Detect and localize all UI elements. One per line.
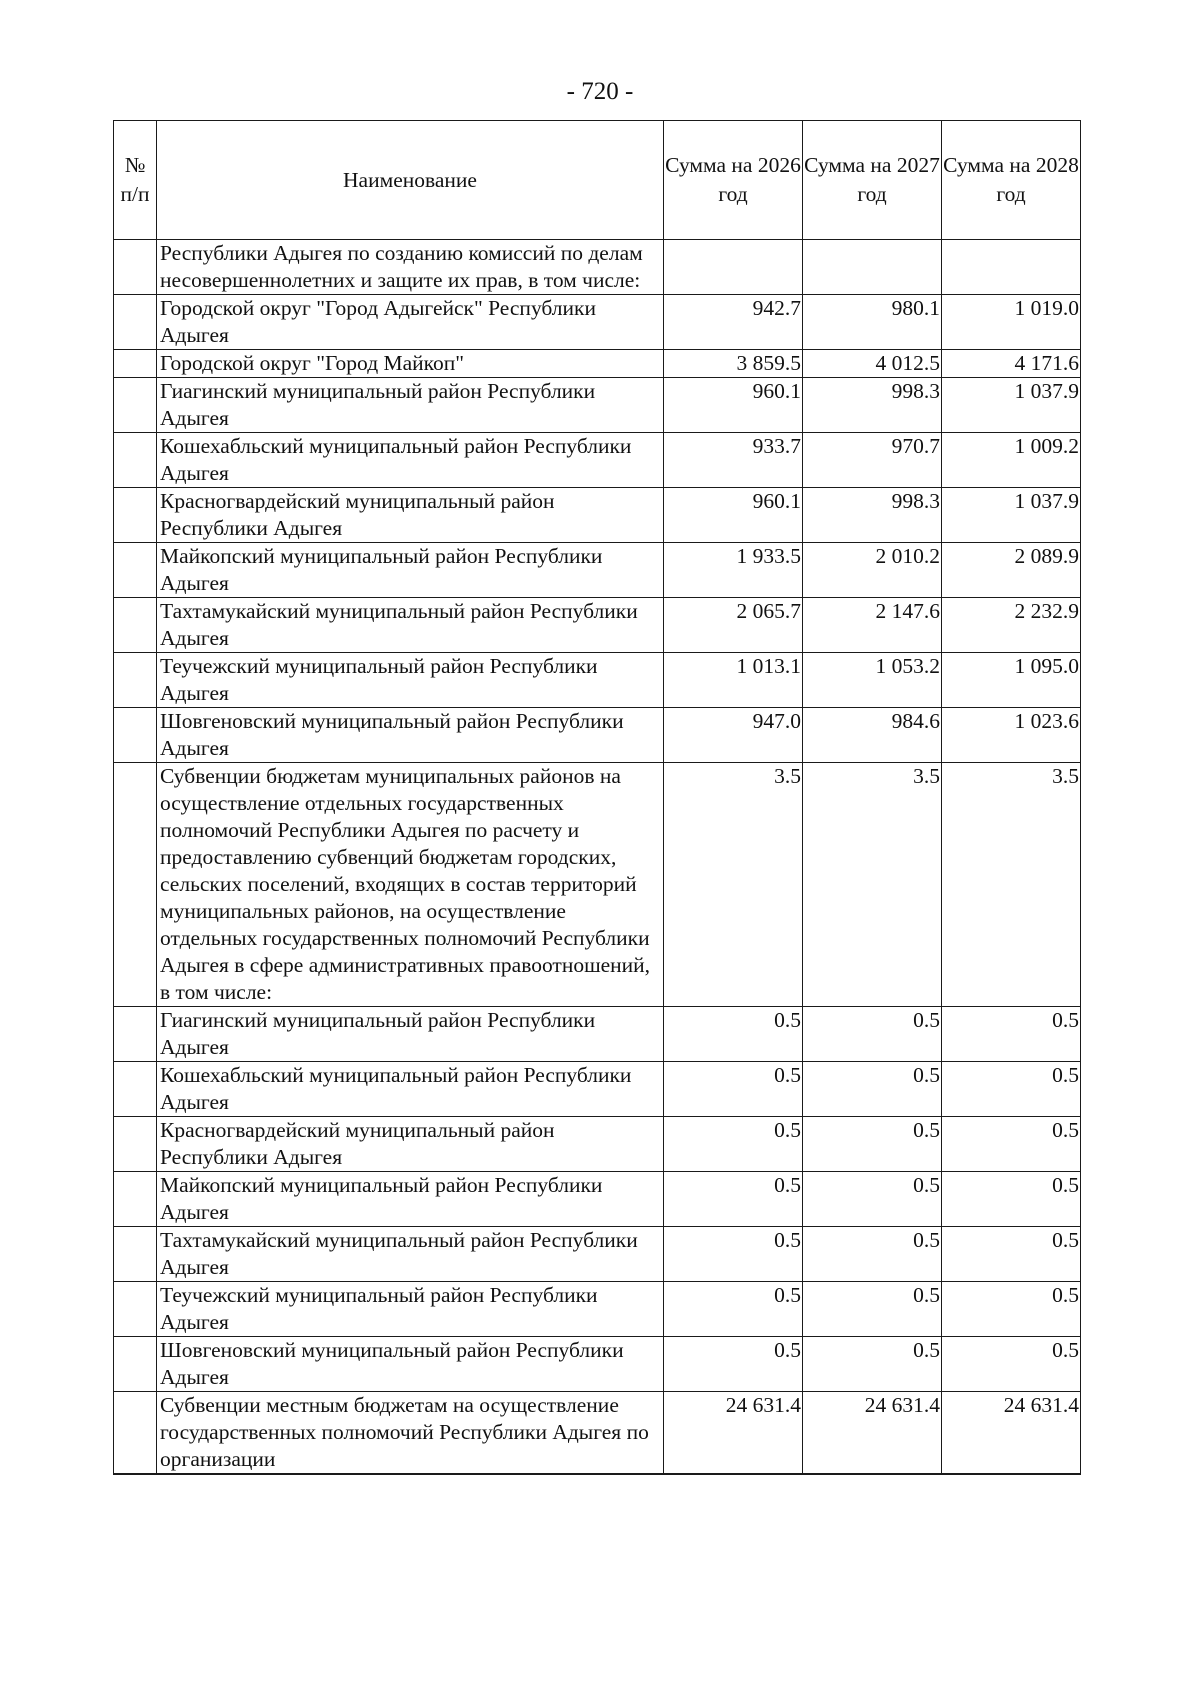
table-row — [114, 1062, 1081, 1117]
row-sum-2027: 2 147.6 — [803, 598, 942, 653]
table-row — [114, 295, 1081, 350]
table-row — [114, 708, 1081, 763]
row-sum-2027: 24 631.4 — [803, 1392, 942, 1475]
row-sum-2027: 1 053.2 — [803, 653, 942, 708]
row-number — [114, 350, 157, 378]
row-number — [114, 488, 157, 543]
row-number — [114, 1172, 157, 1227]
row-name: Городской округ "Город Адыгейск" Республики Адыгея — [157, 295, 664, 350]
row-sum-2027: 0.5 — [803, 1282, 942, 1337]
row-sum-2026: 942.7 — [664, 295, 803, 350]
row-sum-2028: 0.5 — [942, 1007, 1081, 1062]
table-row — [114, 1392, 1081, 1475]
table-row — [114, 350, 1081, 378]
row-sum-2028 — [942, 240, 1081, 295]
table-row — [114, 488, 1081, 543]
row-sum-2027: 0.5 — [803, 1117, 942, 1172]
table-row — [114, 543, 1081, 598]
row-name: Майкопский муниципальный район Республики Адыгея — [157, 1172, 664, 1227]
row-number — [114, 708, 157, 763]
row-sum-2026: 947.0 — [664, 708, 803, 763]
table-header-row — [114, 121, 1081, 240]
row-name: Гиагинский муниципальный район Республики Адыгея — [157, 378, 664, 433]
row-sum-2027: 0.5 — [803, 1172, 942, 1227]
row-sum-2027 — [803, 240, 942, 295]
row-sum-2026: 0.5 — [664, 1172, 803, 1227]
row-sum-2028: 0.5 — [942, 1282, 1081, 1337]
row-sum-2026: 0.5 — [664, 1062, 803, 1117]
row-sum-2028: 4 171.6 — [942, 350, 1081, 378]
row-name: Городской округ "Город Майкоп" — [157, 350, 664, 378]
row-name: Кошехабльский муниципальный район Республики Адыгея — [157, 1062, 664, 1117]
table-row — [114, 433, 1081, 488]
row-name: Красногвардейский муниципальный район Республики Адыгея — [157, 1117, 664, 1172]
row-number — [114, 1227, 157, 1282]
row-sum-2026: 0.5 — [664, 1282, 803, 1337]
row-sum-2027: 3.5 — [803, 763, 942, 1007]
header-name: Наименование — [157, 121, 664, 240]
row-sum-2028: 1 037.9 — [942, 488, 1081, 543]
row-name: Гиагинский муниципальный район Республики Адыгея — [157, 1007, 664, 1062]
row-name: Теучежский муниципальный район Республики Адыгея — [157, 653, 664, 708]
row-sum-2028: 3.5 — [942, 763, 1081, 1007]
row-name: Шовгеновский муниципальный район Республики Адыгея — [157, 1337, 664, 1392]
row-sum-2026: 0.5 — [664, 1227, 803, 1282]
row-sum-2028: 2 232.9 — [942, 598, 1081, 653]
row-sum-2027: 0.5 — [803, 1062, 942, 1117]
table-row — [114, 653, 1081, 708]
row-sum-2028: 0.5 — [942, 1227, 1081, 1282]
header-sum-2028: Сумма на 2028 год — [942, 121, 1081, 240]
row-sum-2027: 0.5 — [803, 1007, 942, 1062]
row-sum-2026: 960.1 — [664, 488, 803, 543]
row-name: Республики Адыгея по созданию комиссий по делам несовершеннолетних и защите их прав, в том числе: — [157, 240, 664, 295]
row-sum-2028: 1 019.0 — [942, 295, 1081, 350]
row-sum-2026: 960.1 — [664, 378, 803, 433]
row-sum-2028: 0.5 — [942, 1062, 1081, 1117]
row-sum-2028: 0.5 — [942, 1337, 1081, 1392]
row-sum-2027: 0.5 — [803, 1337, 942, 1392]
row-sum-2026: 0.5 — [664, 1337, 803, 1392]
row-sum-2026: 3.5 — [664, 763, 803, 1007]
row-sum-2028: 0.5 — [942, 1117, 1081, 1172]
row-name: Майкопский муниципальный район Республики Адыгея — [157, 543, 664, 598]
row-sum-2026: 0.5 — [664, 1117, 803, 1172]
row-number — [114, 1117, 157, 1172]
row-sum-2026: 3 859.5 — [664, 350, 803, 378]
row-number — [114, 295, 157, 350]
row-sum-2028: 0.5 — [942, 1172, 1081, 1227]
row-sum-2026: 1 013.1 — [664, 653, 803, 708]
row-number — [114, 378, 157, 433]
row-number — [114, 1062, 157, 1117]
row-number — [114, 1282, 157, 1337]
row-sum-2026: 24 631.4 — [664, 1392, 803, 1475]
row-sum-2026: 0.5 — [664, 1007, 803, 1062]
row-name: Тахтамукайский муниципальный район Республики Адыгея — [157, 598, 664, 653]
row-name: Кошехабльский муниципальный район Республики Адыгея — [157, 433, 664, 488]
row-sum-2028: 1 023.6 — [942, 708, 1081, 763]
header-num: № п/п — [114, 121, 157, 240]
row-sum-2026: 933.7 — [664, 433, 803, 488]
row-number — [114, 1007, 157, 1062]
header-sum-2027: Сумма на 2027 год — [803, 121, 942, 240]
row-sum-2027: 998.3 — [803, 378, 942, 433]
page-number: - 720 - — [566, 78, 634, 105]
row-name: Тахтамукайский муниципальный район Республики Адыгея — [157, 1227, 664, 1282]
row-name: Теучежский муниципальный район Республики Адыгея — [157, 1282, 664, 1337]
row-number — [114, 653, 157, 708]
table-row — [114, 763, 1081, 1007]
table-row — [114, 1337, 1081, 1392]
table-row — [114, 378, 1081, 433]
table-body — [114, 240, 1081, 1475]
row-number — [114, 1392, 157, 1475]
row-sum-2028: 1 095.0 — [942, 653, 1081, 708]
row-number — [114, 433, 157, 488]
header-sum-2026: Сумма на 2026 год — [664, 121, 803, 240]
row-sum-2028: 24 631.4 — [942, 1392, 1081, 1475]
table-row — [114, 1172, 1081, 1227]
row-sum-2027: 4 012.5 — [803, 350, 942, 378]
row-name: Красногвардейский муниципальный район Республики Адыгея — [157, 488, 664, 543]
row-name: Субвенции местным бюджетам на осуществление государственных полномочий Республики Адыгея по организации — [157, 1392, 664, 1475]
table-row — [114, 598, 1081, 653]
row-number — [114, 240, 157, 295]
row-sum-2026 — [664, 240, 803, 295]
row-sum-2027: 970.7 — [803, 433, 942, 488]
row-number — [114, 1337, 157, 1392]
budget-table — [113, 120, 1081, 1475]
row-sum-2027: 2 010.2 — [803, 543, 942, 598]
row-sum-2027: 980.1 — [803, 295, 942, 350]
row-number — [114, 543, 157, 598]
row-number — [114, 598, 157, 653]
row-name: Субвенции бюджетам муниципальных районов на осуществление отдельных государственных полномочий Республики Адыгея по расчету и предоставлению субвенций бюджетам городских, сельских поселений, входящих в состав территорий муниципальных районов, на осуществление отдельных государственных полномочий Республики Адыгея в сфере административных правоотношений, в том числе: — [157, 763, 664, 1007]
row-sum-2026: 2 065.7 — [664, 598, 803, 653]
table-row — [114, 240, 1081, 295]
table-row — [114, 1227, 1081, 1282]
row-sum-2028: 1 009.2 — [942, 433, 1081, 488]
row-sum-2028: 1 037.9 — [942, 378, 1081, 433]
row-number — [114, 763, 157, 1007]
row-sum-2027: 998.3 — [803, 488, 942, 543]
row-sum-2026: 1 933.5 — [664, 543, 803, 598]
row-sum-2028: 2 089.9 — [942, 543, 1081, 598]
table-row — [114, 1007, 1081, 1062]
table-row — [114, 1117, 1081, 1172]
row-sum-2027: 0.5 — [803, 1227, 942, 1282]
row-name: Шовгеновский муниципальный район Республики Адыгея — [157, 708, 664, 763]
row-sum-2027: 984.6 — [803, 708, 942, 763]
table-row — [114, 1282, 1081, 1337]
